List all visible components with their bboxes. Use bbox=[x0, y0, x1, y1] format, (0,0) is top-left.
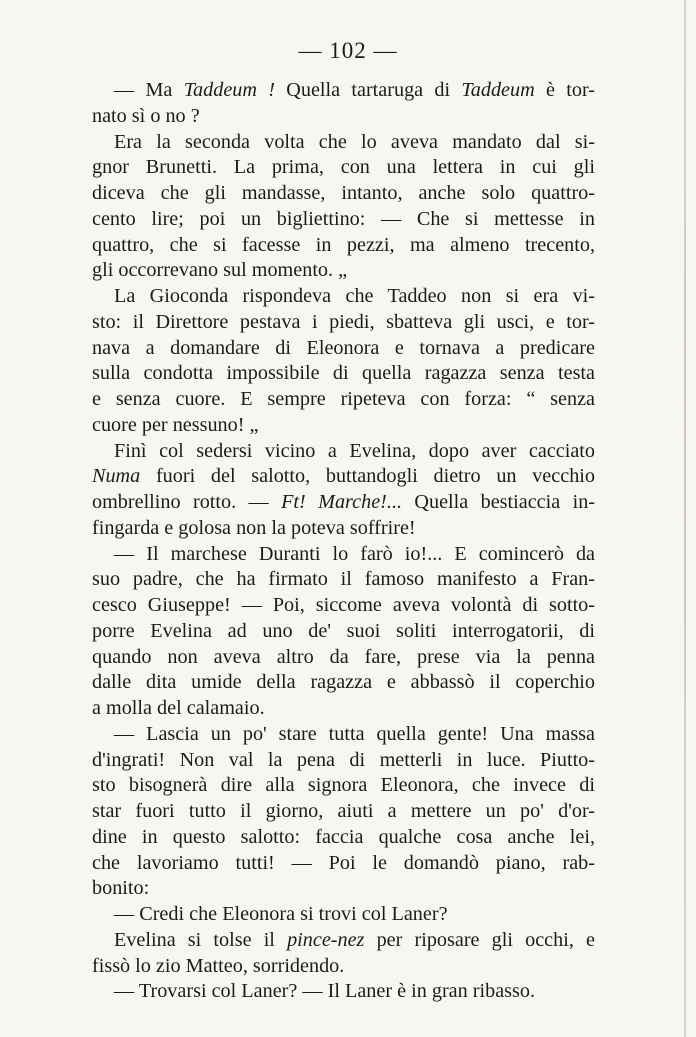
text-line: Finì col sedersi vicino a Evelina, dopo aver cacciato bbox=[114, 439, 595, 462]
text-line: — Trovarsi col Laner? — Il Laner è in gran ribasso. bbox=[114, 980, 536, 1003]
text-line: ombrellino rotto. — Ft! Marche!... Quella bestiaccia in- bbox=[92, 491, 596, 513]
text-line: nato sì o no ? bbox=[92, 104, 200, 127]
text-line: quando non aveva altro da fare, prese via la penna bbox=[92, 645, 595, 668]
text-line: fissò lo zio Matteo, sorridendo. bbox=[92, 954, 345, 977]
text-line: Era la seconda volta che lo aveva mandato dal si- bbox=[114, 130, 595, 153]
text-line: dine in questo salotto: faccia qualche cosa anche lei, bbox=[92, 825, 595, 848]
text-line: che lavoriamo tutti! — Poi le domandò piano, rab- bbox=[92, 851, 595, 874]
text-line: gli occorrevano sul momento. „ bbox=[92, 259, 348, 282]
text-line: star fuori tutto il giorno, aiuti a mettere un po' d'or- bbox=[92, 800, 595, 822]
text-line: — Lascia un po' stare tutta quella gente! Una massa bbox=[114, 722, 595, 745]
text-line: diceva che gli mandasse, intanto, anche solo quattro- bbox=[92, 182, 595, 204]
page-edge bbox=[684, 0, 686, 1037]
page-number: — 102 — bbox=[298, 38, 398, 63]
text-line: sulla condotta impossibile di quella ragazza senza testa bbox=[92, 362, 595, 385]
text-line: — Ma Taddeum ! Quella tartaruga di Taddeum è tor- bbox=[114, 79, 595, 101]
text-line: cesco Giuseppe! — Poi, siccome aveva volontà di sotto- bbox=[92, 594, 595, 616]
text-line: La Gioconda rispondeva che Taddeo non si era vi- bbox=[114, 285, 595, 307]
text-line: — Il marchese Duranti lo farò io!... E comincerò da bbox=[114, 542, 595, 565]
text-line: Numa fuori del salotto, buttandogli dietro un vecchio bbox=[92, 465, 595, 488]
text-line: bonito: bbox=[92, 877, 150, 900]
text-line: sto bisognerà dire alla signora Eleonora, che invece di bbox=[92, 774, 595, 797]
text-line: porre Evelina ad uno de' suoi soliti interrogatorii, di bbox=[92, 619, 595, 642]
text-line: cuore per nessuno! „ bbox=[92, 413, 259, 436]
text-line: quattro, che si facesse in pezzi, ma almeno trecento, bbox=[92, 233, 595, 256]
text-line: nava a domandare di Eleonora e tornava a predicare bbox=[92, 336, 595, 359]
text-line: dalle dita umide della ragazza e abbassò il coperchio bbox=[92, 671, 595, 694]
text-line: fingarda e golosa non la poteva soffrire! bbox=[92, 516, 416, 539]
text-line: gnor Brunetti. La prima, con una lettera in cui gli bbox=[92, 156, 595, 179]
text-line: a molla del calamaio. bbox=[92, 697, 265, 719]
text-line: cento lire; poi un bigliettino: — Che si mettesse in bbox=[92, 207, 595, 230]
text-line: sto: il Direttore pestava i piedi, sbatteva gli usci, e tor- bbox=[92, 310, 595, 333]
text-line: suo padre, che ha firmato il famoso manifesto a Fran- bbox=[92, 568, 595, 591]
text-line: e senza cuore. E sempre ripeteva con forza: “ senza bbox=[92, 388, 595, 410]
body-text bbox=[92, 78, 595, 1005]
text-line: d'ingrati! Non val la pena di metterli in luce. Piutto- bbox=[92, 748, 595, 771]
text-line: Evelina si tolse il pince-nez per riposare gli occhi, e bbox=[114, 928, 595, 951]
text-line: — Credi che Eleonora si trovi col Laner? bbox=[114, 903, 448, 925]
